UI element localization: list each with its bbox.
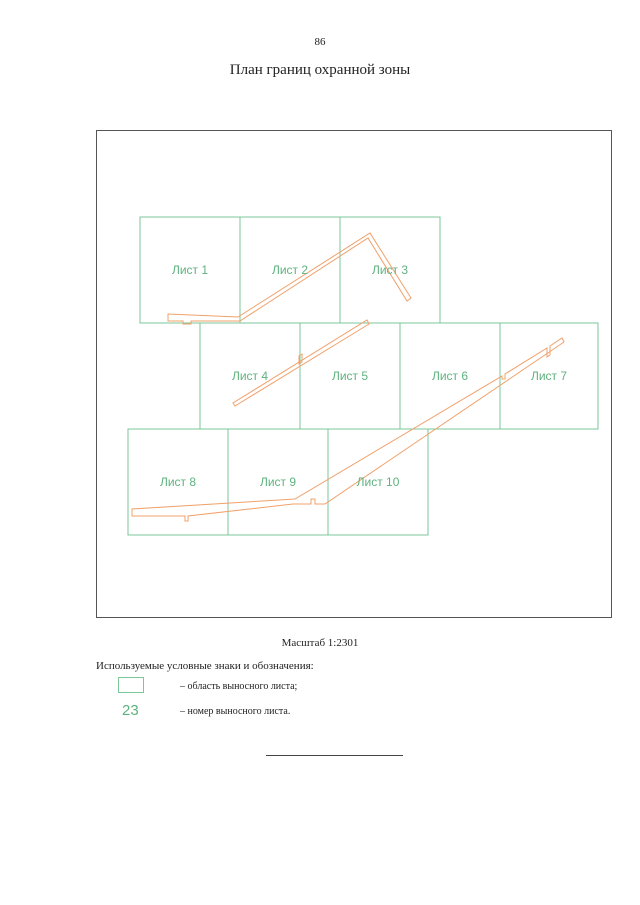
- sheet-label-2: Лист 2: [271, 263, 309, 277]
- zone-outline-middle: [233, 320, 369, 406]
- sheet-label-10: Лист 10: [356, 475, 400, 489]
- map-canvas: [97, 131, 613, 619]
- legend-sheet-number-text: – номер выносного листа.: [180, 706, 291, 717]
- legend-sheet-area-symbol: [118, 677, 144, 693]
- sheet-label-6: Лист 6: [431, 369, 469, 383]
- sheet-label-5: Лист 5: [331, 369, 369, 383]
- sheet-label-3: Лист 3: [371, 263, 409, 277]
- page-title: План границ охранной зоны: [229, 62, 411, 78]
- legend-sheet-area-text: – область выносного листа;: [180, 681, 298, 692]
- signature-line: [266, 755, 403, 756]
- sheet-label-8: Лист 8: [159, 475, 197, 489]
- map-scale: Масштаб 1:2301: [281, 637, 359, 649]
- sheet-label-7: Лист 7: [530, 369, 568, 383]
- legend-title: Используемые условные знаки и обозначения:: [96, 660, 314, 672]
- map-frame: [96, 130, 612, 618]
- sheet-label-4: Лист 4: [231, 369, 269, 383]
- sheet-label-1: Лист 1: [171, 263, 209, 277]
- zone-outline-upper: [168, 233, 411, 324]
- page-number: 86: [314, 36, 326, 48]
- sheet-label-9: Лист 9: [259, 475, 297, 489]
- legend-sheet-number-symbol: 23: [122, 702, 139, 719]
